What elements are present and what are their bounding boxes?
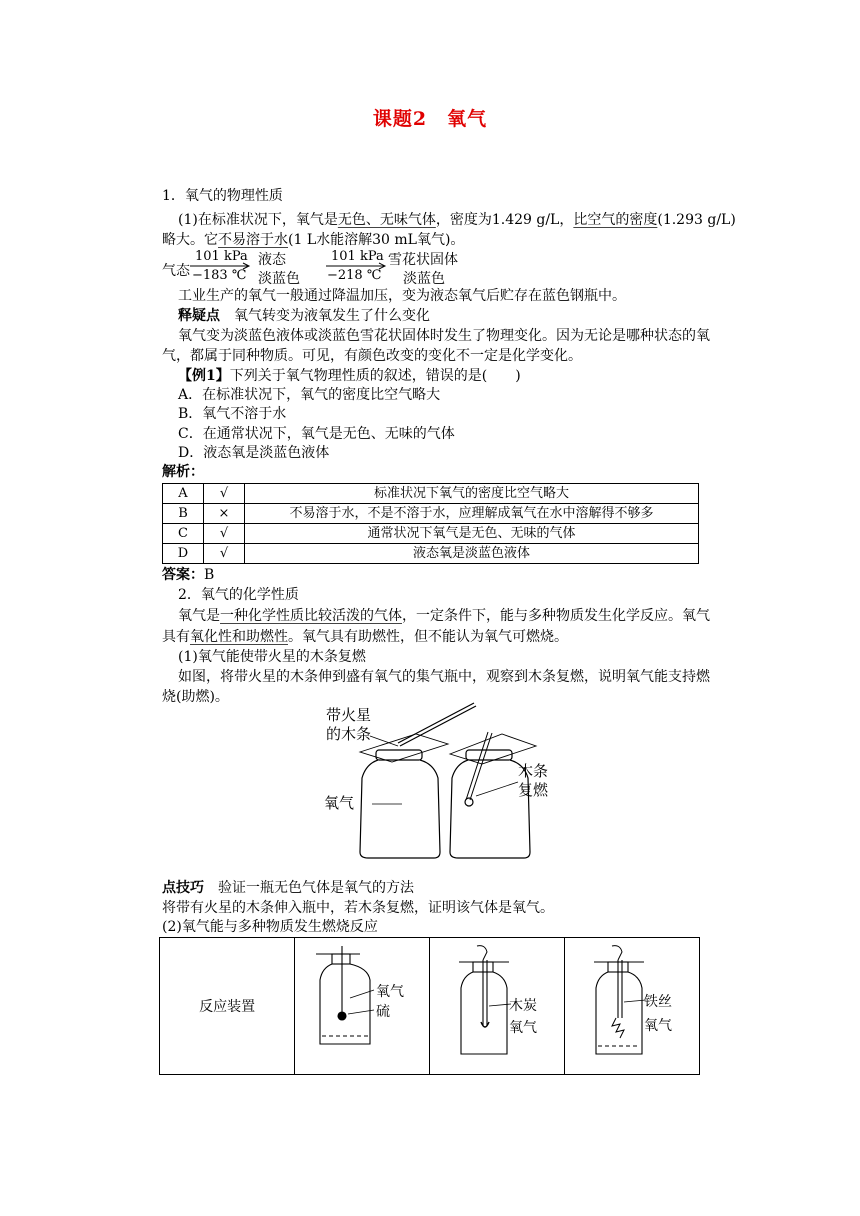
underlined-text: 不易溶于水 <box>218 232 288 248</box>
paragraph-line: 烧(助燃)。 <box>162 689 229 705</box>
solid-color-label: 淡蓝色 <box>403 271 445 287</box>
row-header: 反应装置 <box>160 938 295 1075</box>
oxygen-label: 氧气 <box>376 984 405 1000</box>
paragraph-line: 将带有火星的木条伸入瓶中，若木条复燃，证明该气体是氧气。 <box>162 900 554 916</box>
table-row: B × 不易溶于水，不是不溶于水，应理解成氧气在水中溶解得不够多 <box>163 504 699 524</box>
arrow-1-top: 101 kPa <box>195 249 248 264</box>
paragraph-line: (1)在标准状况下，氧气是无色、无味气体，密度为1.429 g/L，比空气的密度(1.293 g/L) <box>178 212 736 228</box>
oxygen-relight-figure <box>322 700 554 862</box>
iron-wire-apparatus-cell <box>565 938 700 1075</box>
example-question: 【例1】下列关于氧气物理性质的叙述，错误的是( ) <box>178 368 521 384</box>
page-title: 课题2 氧气 <box>372 108 488 130</box>
stick-label-2: 的木条 <box>326 725 372 743</box>
sulfur-label: 硫 <box>376 1004 391 1020</box>
option-b: B．氧气不溶于水 <box>178 406 287 422</box>
paragraph-line: 氧气变为淡蓝色液体或淡蓝色雪花状固体时发生了物理变化。因为无论是哪种状态的氧 <box>178 328 710 344</box>
option-d: D．液态氧是淡蓝色液体 <box>178 445 330 461</box>
iron-wire-apparatus-icon <box>572 942 692 1066</box>
solid-state-label: 雪花状固体 <box>388 252 458 268</box>
gas-jar-icon <box>360 734 448 858</box>
relight-label-1: 木条 <box>518 762 549 780</box>
table-row <box>160 938 700 1075</box>
underlined-text: 氧化性和助燃性 <box>190 629 288 645</box>
table-row: C √ 通常状况下氧气是无色、无味的气体 <box>163 524 699 544</box>
underlined-text: 无色、无味气体 <box>337 212 436 228</box>
tip-heading: 点技巧 验证一瓶无色气体是氧气的方法 <box>162 880 414 896</box>
arrow-2-icon <box>326 262 388 270</box>
reaction-apparatus-table <box>159 937 700 1075</box>
oxygen-label: 氧气 <box>509 1020 538 1036</box>
arrow-2-bottom: −218 ℃ <box>327 268 382 283</box>
gas-state-label: 气态 <box>162 263 190 279</box>
relight-label-2: 复燃 <box>518 781 549 799</box>
doubt-heading: 释疑点 氧气转变为液氧发生了什么变化 <box>178 308 430 324</box>
arrow-1-icon <box>190 262 252 270</box>
analysis-table <box>162 483 699 564</box>
option-c: C．在通常状况下，氧气是无色、无味的气体 <box>178 426 455 442</box>
oxygen-label: 氧气 <box>644 1018 673 1034</box>
sulfur-apparatus-icon <box>302 942 422 1066</box>
oxygen-label: 氧气 <box>324 794 355 812</box>
paragraph-line: 具有氧化性和助燃性。氧气具有助燃性，但不能认为氧气可燃烧。 <box>162 629 568 645</box>
stick-label-1: 带火星 <box>326 706 372 724</box>
table-row: A √ 标准状况下氧气的密度比空气略大 <box>163 484 699 504</box>
liquid-color-label: 淡蓝色 <box>258 271 300 287</box>
arrow-2-top: 101 kPa <box>331 249 384 264</box>
underlined-text: 一种化学性质比较活泼的气体 <box>220 608 402 624</box>
analysis-label: 解析： <box>162 464 204 480</box>
paragraph-line: 略大。它不易溶于水(1 L水能溶解30 mL氧气)。 <box>162 232 465 248</box>
table-row: D √ 液态氧是淡蓝色液体 <box>163 544 699 564</box>
subheading: (1)氧气能使带火星的木条复燃 <box>178 649 366 665</box>
sulfur-apparatus-cell <box>295 938 430 1075</box>
underlined-text: 比空气的密度 <box>573 212 658 228</box>
paragraph-line: 工业生产的氧气一般通过降温加压，变为液态氧气后贮存在蓝色钢瓶中。 <box>178 288 626 304</box>
paragraph-line: 氧气是一种化学性质比较活泼的气体，一定条件下，能与多种物质发生化学反应。氧气 <box>178 608 710 624</box>
answer-line: 答案：B <box>162 567 215 583</box>
subheading: (2)氧气能与多种物质发生燃烧反应 <box>162 919 378 935</box>
arrow-1-bottom: −183 ℃ <box>192 268 247 283</box>
paragraph-line: 气，都属于同种物质。可见，有颜色改变的变化不一定是化学变化。 <box>162 348 582 364</box>
paragraph-line: 如图，将带火星的木条伸到盛有氧气的集气瓶中，观察到木条复燃，说明氧气能支持燃 <box>178 669 710 685</box>
liquid-state-label: 液态 <box>258 252 286 268</box>
charcoal-apparatus-cell <box>430 938 565 1075</box>
iron-wire-label: 铁丝 <box>644 994 673 1010</box>
section-1-heading: 1．氧气的物理性质 <box>162 188 283 204</box>
charcoal-label: 木炭 <box>509 998 538 1014</box>
section-2-heading: 2．氧气的化学性质 <box>178 587 299 603</box>
charcoal-apparatus-icon <box>437 942 557 1066</box>
option-a: A．在标准状况下，氧气的密度比空气略大 <box>178 387 441 403</box>
wooden-stick-icon <box>398 703 474 743</box>
